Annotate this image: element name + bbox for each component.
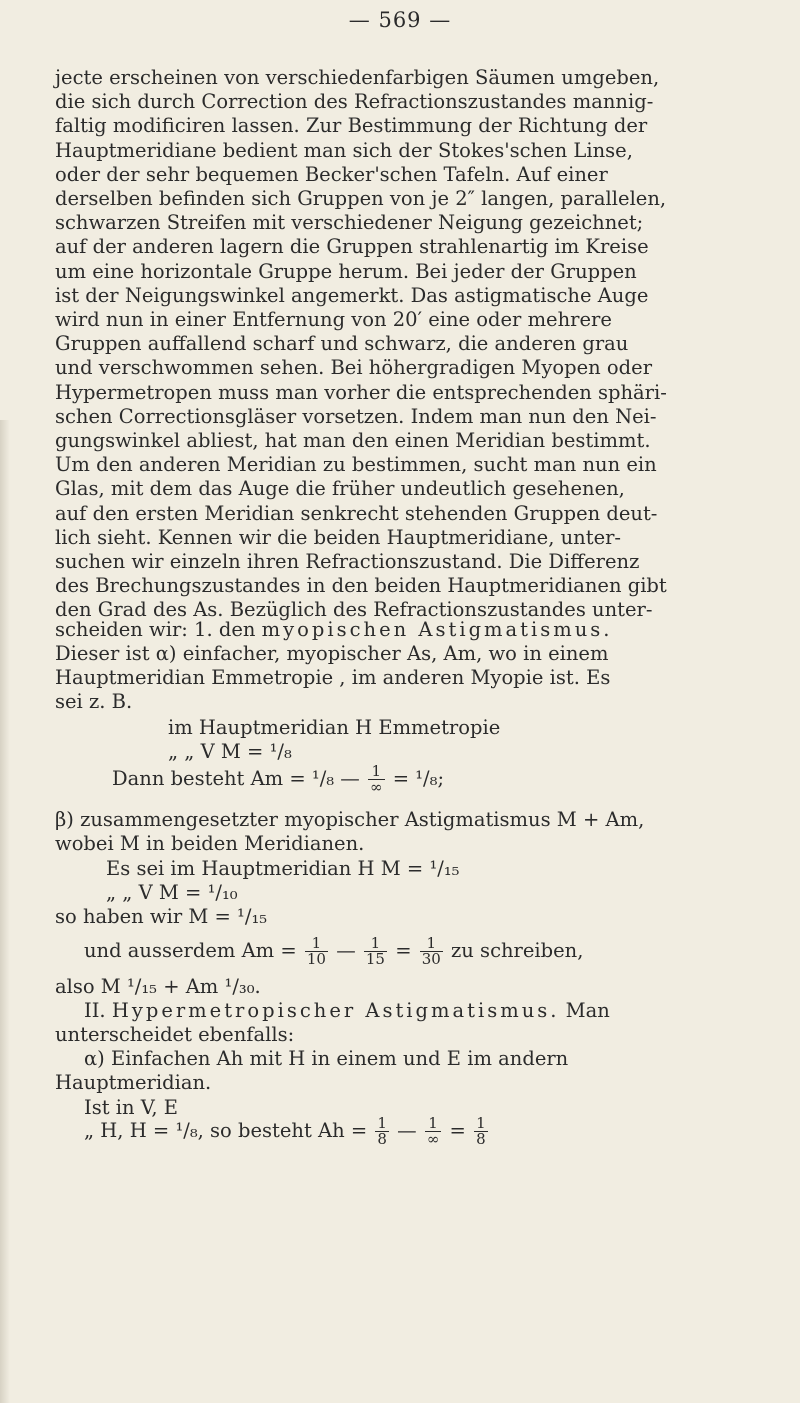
denominator: 15 <box>365 950 385 968</box>
operator: — <box>397 1119 417 1142</box>
numerator: 1 <box>425 1116 442 1132</box>
text-line: des Brechungszustandes in den beiden Hauptmeridianen gibt <box>55 574 667 598</box>
numerator: 1 <box>377 1114 387 1132</box>
text-line: lich sieht. Kennen wir die beiden Hauptmeridiane, unter- <box>55 525 622 549</box>
operator: — <box>336 939 356 962</box>
text-line: oder der sehr bequemen Becker'schen Tafeln. Auf einer <box>55 162 608 186</box>
text-line-alpha: α) Einfachen Ah mit H in einem und E im andern <box>84 1047 569 1070</box>
page-edge-shadow <box>0 420 10 1403</box>
text-line-so-haben: so haben wir M = ¹/₁₅ <box>55 905 268 928</box>
text-line: Hypermetropen muss man vorher die entsprechenden sphäri- <box>55 380 667 404</box>
fraction-1-8 <box>375 1116 389 1147</box>
text-line-also: also M ¹/₁₅ + Am ¹/₃₀. <box>55 975 261 998</box>
formula-text: „ H, H = ¹/₈, so besteht Ah = <box>84 1119 368 1142</box>
formula-text: = ¹/₈; <box>392 767 445 790</box>
text-line: die sich durch Correction des Refractionszustandes mannig- <box>55 90 654 114</box>
formula-text: Dann besteht Am = ¹/₈ — <box>112 767 360 790</box>
text-fragment: scheiden wir: 1. den <box>55 618 262 641</box>
text-line: faltig modificiren lassen. Zur Bestimmung der Richtung der <box>55 114 648 138</box>
text-line-wobei: wobei M in beiden Meridianen. <box>55 832 365 855</box>
text-line: gungswinkel abliest, hat man den einen Meridian bestimmt. <box>55 429 651 452</box>
text-line: schen Correctionsgläser vorsetzen. Indem man nun den Nei- <box>55 404 657 428</box>
formula-es-sei: Es sei im Hauptmeridian H M = ¹/₁₅ <box>106 857 460 880</box>
text-line: auf den ersten Meridian senkrecht stehenden Gruppen deut- <box>55 501 658 525</box>
fraction-1-30 <box>420 936 443 967</box>
page-number: — 569 — <box>348 8 452 32</box>
text-line-beta: β) zusammengesetzter myopischer Astigmatismus M + Am, <box>55 808 645 831</box>
section-heading-ii <box>84 999 610 1023</box>
text-line: auf der anderen lagern die Gruppen strahlenartig im Kreise <box>55 235 649 259</box>
operator: = <box>395 939 412 962</box>
numerator: 1 <box>368 764 385 780</box>
denominator: ∞ <box>370 778 383 796</box>
text-fragment: II. <box>84 999 112 1022</box>
denominator: ∞ <box>426 1130 440 1148</box>
numerator: 1 <box>476 1114 486 1132</box>
fraction-1-15 <box>364 936 387 967</box>
spaced-term: myopischen Astigmatismus. <box>261 618 613 641</box>
formula-last <box>84 1116 490 1147</box>
text-line: Glas, mit dem das Auge die früher undeutlich gesehenen, <box>55 477 625 501</box>
denominator: 8 <box>377 1130 387 1148</box>
text-line-24 <box>55 618 613 642</box>
text-line: derselben befinden sich Gruppen von je 2″ langen, parallelen, <box>55 187 667 210</box>
text-line: jecte erscheinen von verschiedenfarbigen Säumen umgeben, <box>55 66 660 89</box>
text-line: suchen wir einzeln ihren Refractionszustand. Die Differenz <box>55 550 640 573</box>
denominator: 10 <box>306 950 326 968</box>
text-line: wird nun in einer Entfernung von 20′ eine oder mehrere <box>55 308 612 331</box>
text-line: Hauptmeridiane bedient man sich der Stokes'schen Linse, <box>55 138 633 162</box>
denominator: 8 <box>476 1130 486 1148</box>
text-line: Gruppen auffallend scharf und schwarz, die anderen grau <box>55 332 629 356</box>
formula-ist-in: Ist in V, E <box>84 1096 179 1119</box>
numerator: 1 <box>364 936 387 952</box>
formula-dann <box>112 764 444 795</box>
numerator: 1 <box>305 936 328 952</box>
fraction-1-8 <box>474 1116 488 1147</box>
text-line-26: Hauptmeridian Emmetropie , im anderen Myopie ist. Es <box>55 666 611 689</box>
text-line-unterscheidet: unterscheidet ebenfalls: <box>55 1023 295 1046</box>
text-line: schwarzen Streifen mit verschiedener Neigung gezeichnet; <box>55 211 644 235</box>
operator: = <box>449 1119 466 1142</box>
formula-und <box>84 936 583 967</box>
numerator: 1 <box>420 936 443 952</box>
text-fragment: Man <box>559 999 610 1022</box>
text-line: ist der Neigungswinkel angemerkt. Das astigmatische Auge <box>55 283 649 307</box>
spaced-term: Hypermetropischer Astigmatismus. <box>111 999 560 1022</box>
text-line-25: Dieser ist α) einfacher, myopischer As, Am, wo in einem <box>55 642 609 665</box>
text-line: um eine horizontale Gruppe herum. Bei jeder der Gruppen <box>55 259 637 283</box>
fraction-1-10 <box>305 936 328 967</box>
formula-hauptmeridian-h: im Hauptmeridian H Emmetropie <box>168 716 501 739</box>
fraction-1-infinity <box>368 764 385 795</box>
denominator: 30 <box>421 950 441 968</box>
formula-es-sei-v: „ „ V M = ¹/₁₀ <box>106 881 238 904</box>
text-line-hauptmeridian: Hauptmeridian. <box>55 1071 212 1094</box>
text-line: den Grad des As. Bezüglich des Refractionszustandes unter- <box>55 598 653 622</box>
formula-text: zu schreiben, <box>451 939 584 962</box>
formula-hauptmeridian-v: „ „ V M = ¹/₈ <box>168 740 292 763</box>
text-line-27: sei z. B. <box>55 690 133 713</box>
text-line: und verschwommen sehen. Bei höhergradigen Myopen oder <box>55 356 653 380</box>
text-line: Um den anderen Meridian zu bestimmen, sucht man nun ein <box>55 453 657 477</box>
fraction-1-infinity <box>425 1116 442 1147</box>
formula-text: und ausserdem Am = <box>84 939 297 962</box>
